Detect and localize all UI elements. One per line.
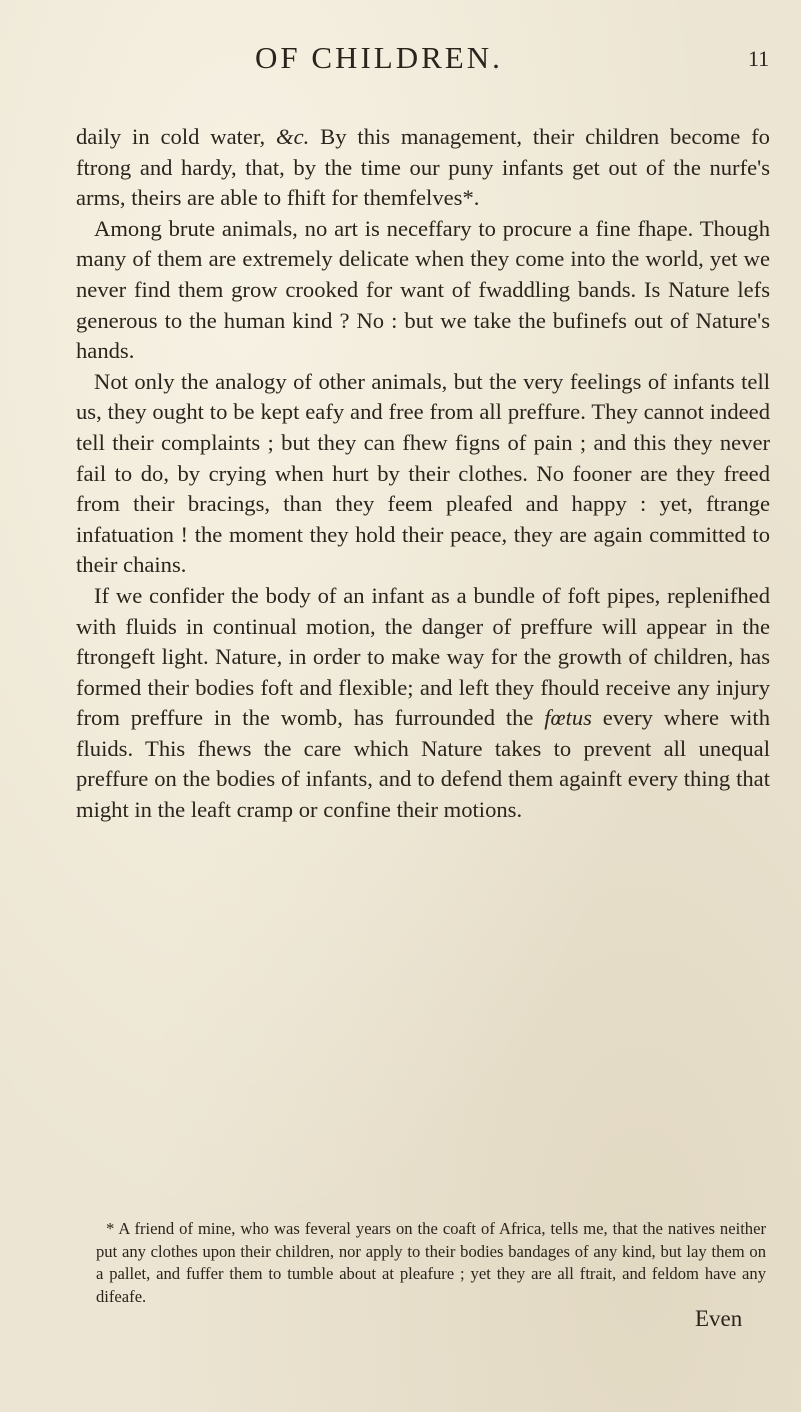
paragraph-text: If we confider the body of an infant as a bundle of foft pipes, replenifhed with fluids in continual motion, the danger of preffure will appear in the ftrongeft light. Nature, in order to make way for the growth of children, has formed their bodies foft and flexible; and left they fhould receive any injury from preffure in the womb, has furrounded the — [76, 582, 770, 731]
running-title: OF CHILDREN. — [255, 40, 503, 75]
italic-text: &c. — [276, 124, 310, 149]
paragraph-text: every where with fluids. This fhews the care which Nature takes to prevent all unequal preffure on the bodies of infants, and to defend them againft every thing that might in the leaft cramp or confine their motions. — [76, 705, 770, 823]
page-header — [0, 40, 801, 80]
italic-text: fœtus — [544, 705, 592, 731]
paragraph-text: Not only the analogy of other animals, but the very feelings of infants tell us, they ought to be kept eafy and free from all preffure. They cannot indeed tell their complaints ; but they can fhew figns of pain ; and this they never fail to do, by crying when hurt by their clothes. No fooner are they freed from their bracings, than they feem pleafed and happy : yet, ftrange infatuation ! the moment they hold their peace, they are again committed to their chains. — [76, 368, 770, 578]
paragraph-1 — [76, 122, 770, 214]
main-text — [76, 122, 770, 826]
footnote — [96, 1218, 766, 1308]
footnote-text: * A friend of mine, who was feveral years on the coaft of Africa, tells me, that the natives neither put any clothes upon their children, nor apply to their bodies bandages of any kind, but lay them on a pallet, and fuffer them to tumble about at pleafure ; yet they are all ftrait, and feldom have any difeafe. — [96, 1219, 766, 1306]
paragraph-2 — [76, 214, 770, 367]
catchword: Even — [695, 1306, 743, 1331]
paragraph-text: Among brute animals, no art is neceffary to procure a fine fhape. Though many of them are extremely delicate when they come into the world, yet we never find them grow crooked for want of fwaddling bands. Is Nature lefs generous to the human kind ? No : but we take the bufinefs out of Nature's hands. — [76, 215, 770, 364]
paragraph-text: By this management, their children become fo ftrong and hardy, that, by the time our puny infants get out of the nurfe's arms, theirs are able to fhift for themfelves*. — [76, 124, 770, 211]
paragraph-text: daily in cold water, — [76, 124, 277, 149]
paragraph-3 — [76, 367, 770, 581]
page-number: 11 — [748, 46, 770, 71]
paragraph-4 — [76, 581, 770, 826]
